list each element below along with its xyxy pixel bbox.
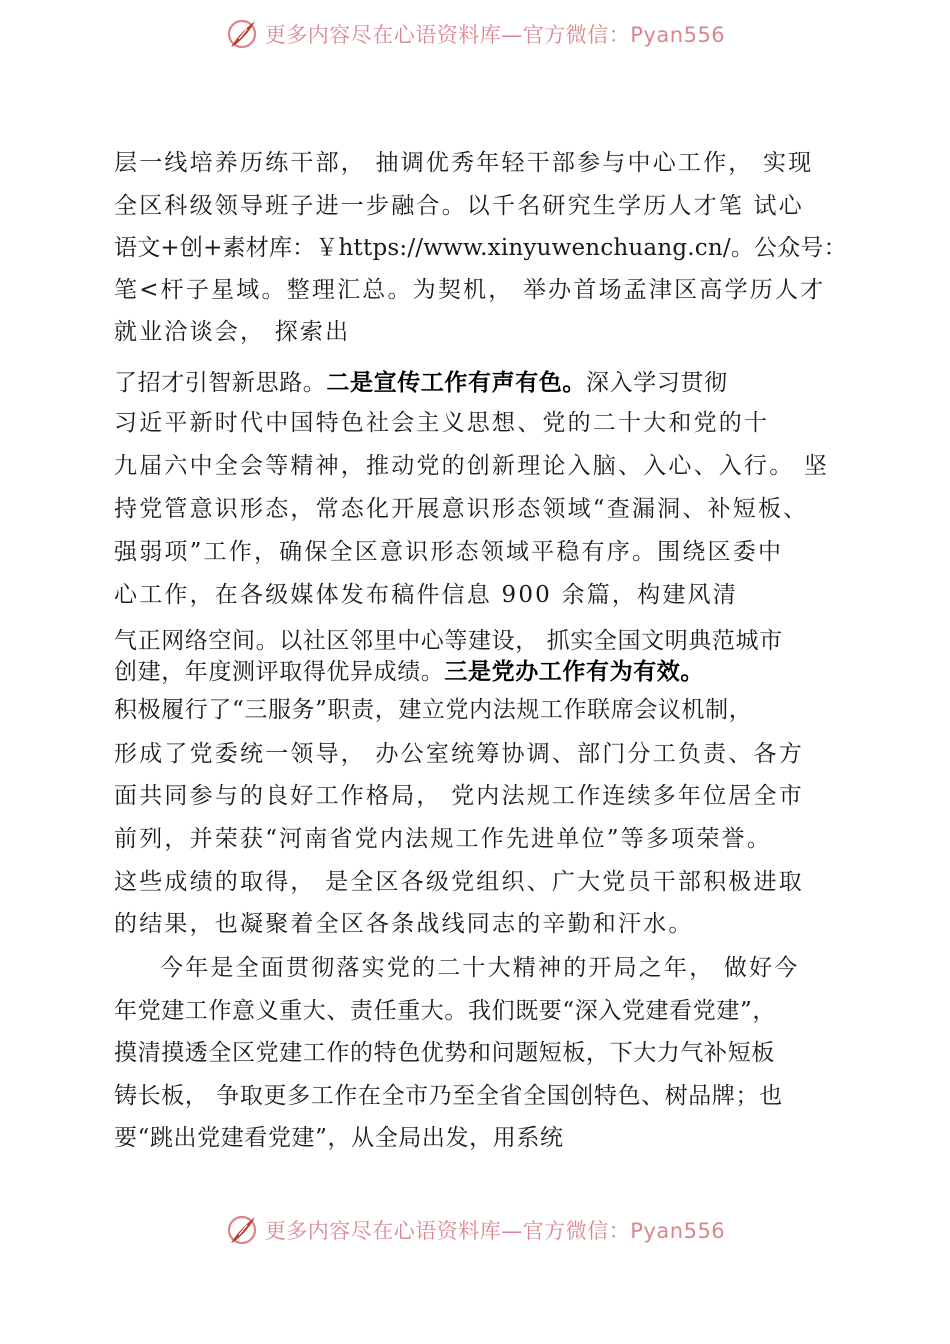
- footer-watermark: [0, 1210, 950, 1250]
- watermark-text: 更多内容尽在心语资料库—官方微信：Pyan556: [264, 23, 726, 47]
- text-line-20: 今年是全面贯彻落实党的二十大精神的开局之年， 做好今: [160, 955, 800, 981]
- text-line-13: [114, 657, 704, 687]
- text-line-22: 摸清摸透全区党建工作的特色优势和问题短板，下大力气补短板: [114, 1040, 775, 1066]
- text-line-11: 心工作，在各级媒体发布稿件信息 900 余篇，构建风清: [114, 582, 738, 608]
- section-heading-publicity: 二是宣传工作有声有色。: [326, 370, 587, 396]
- feather-pen-logo-icon: [225, 17, 259, 51]
- text-line-15: 形成了党委统一领导， 办公室统筹协调、部门分工负责、各方: [114, 741, 804, 767]
- text-segment: 创建，年度测评取得优异成绩。: [114, 659, 445, 685]
- text-line-8: 九届六中全会等精神，推动党的创新理论入脑、入心、入行。 坚: [114, 453, 830, 479]
- header-watermark: [0, 14, 950, 54]
- text-line-6: [114, 368, 728, 398]
- text-segment: 了招才引智新思路。: [114, 370, 327, 396]
- section-heading-party-office: 三是党办工作有为有效。: [444, 659, 705, 685]
- text-segment: 深入学习贯彻: [586, 370, 728, 396]
- text-line-1: 层一线培养历练干部， 抽调优秀年轻干部参与中心工作， 实现: [114, 150, 814, 176]
- watermark-text: 更多内容尽在心语资料库—官方微信：Pyan556: [264, 1219, 726, 1243]
- text-line-4: 笔<杆子星域。整理汇总。为契机， 举办首场孟津区高学历人才: [114, 277, 826, 303]
- text-line-5: 就业洽谈会， 探索出: [114, 319, 351, 345]
- text-line-7: 习近平新时代中国特色社会主义思想、党的二十大和党的十: [114, 410, 770, 436]
- text-line-24: 要“跳出党建看党建”，从全局出发，用系统: [114, 1125, 564, 1151]
- text-line-10: 强弱项”工作，确保全区意识形态领域平稳有序。围绕区委中: [114, 539, 784, 565]
- text-line-12: 气正网络空间。以社区邻里中心等建设， 抓实全国文明典范城市: [114, 628, 783, 654]
- text-line-3: 语文+创+素材库：￥https://www.xinyuwenchuang.cn/。公众号：: [114, 235, 847, 261]
- text-line-14: 积极履行了“三服务”职责，建立党内法规工作联席会议机制，: [114, 697, 753, 723]
- text-line-23: 铸长板， 争取更多工作在全市乃至全省全国创特色、树品牌；也: [114, 1083, 783, 1109]
- feather-pen-logo-icon: [225, 1213, 259, 1247]
- text-line-17: 前列，并荣获“河南省党内法规工作先进单位”等多项荣誉。: [114, 826, 772, 852]
- text-line-21: 年党建工作意义重大、责任重大。我们既要“深入党建看党建”，: [114, 998, 776, 1024]
- text-line-2: 全区科级领导班子进一步融合。以千名研究生学历人才笔 试心: [114, 193, 804, 219]
- text-line-16: 面共同参与的良好工作格局， 党内法规工作连续多年位居全市: [114, 783, 804, 809]
- text-line-18: 这些成绩的取得， 是全区各级党组织、广大党员干部积极进取: [114, 869, 804, 895]
- text-line-9: 持党管意识形态，常态化开展意识形态领域“查漏洞、补短板、: [114, 496, 809, 522]
- text-line-19: 的结果，也凝聚着全区各条战线同志的辛勤和汗水。: [114, 911, 694, 937]
